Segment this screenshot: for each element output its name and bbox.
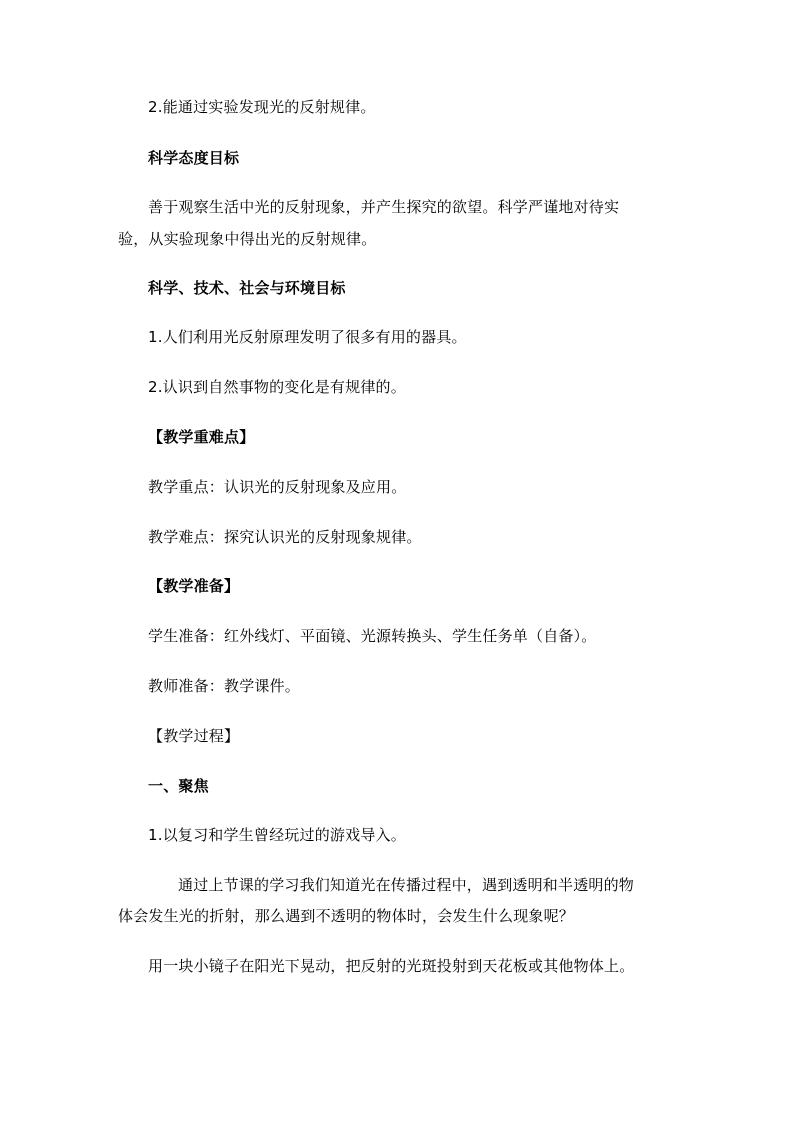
stse-item-1: 1.人们利用光反射原理发明了很多有用的器具。: [148, 328, 467, 346]
paragraph-mirror-line: 用一块小镜子在阳光下晃动，把反射的光斑投射到天花板或其他物体上。: [148, 957, 635, 975]
teacher-preparation-line: 教师准备：教学课件。: [148, 677, 301, 695]
paragraph-intro-line-2: 体会发生光的折射，那么遇到不透明的物体时，会发生什么现象呢？: [118, 907, 575, 925]
heading-attitude-goal: 科学态度目标: [148, 149, 240, 167]
heading-key-difficult: 【教学重难点】: [148, 428, 255, 446]
stse-item-2: 2.认识到自然事物的变化是有规律的。: [148, 378, 406, 396]
difficult-point-line: 教学难点：探究认识光的反射现象规律。: [148, 528, 422, 546]
heading-focus: 一、聚焦: [148, 777, 209, 795]
objective-line-2: 2.能通过实验发现光的反射规律。: [148, 98, 376, 116]
heading-stse-goal: 科学、技术、社会与环境目标: [148, 279, 346, 297]
paragraph-attitude-line-1: 善于观察生活中光的反射现象，并产生探究的欲望。科学严谨地对待实: [148, 198, 620, 216]
heading-process: 【教学过程】: [148, 727, 240, 745]
key-point-line: 教学重点：认识光的反射现象及应用。: [148, 478, 407, 496]
paragraph-attitude-line-2: 验，从实验现象中得出光的反射规律。: [118, 230, 377, 248]
heading-preparation: 【教学准备】: [148, 577, 240, 595]
student-preparation-line: 学生准备：红外线灯、平面镜、光源转换头、学生任务单（自备）。: [148, 627, 597, 645]
paragraph-intro-line-1: 通过上节课的学习我们知道光在传播过程中，遇到透明和半透明的物: [178, 876, 635, 894]
focus-item-1: 1.以复习和学生曾经玩过的游戏导入。: [148, 826, 406, 844]
